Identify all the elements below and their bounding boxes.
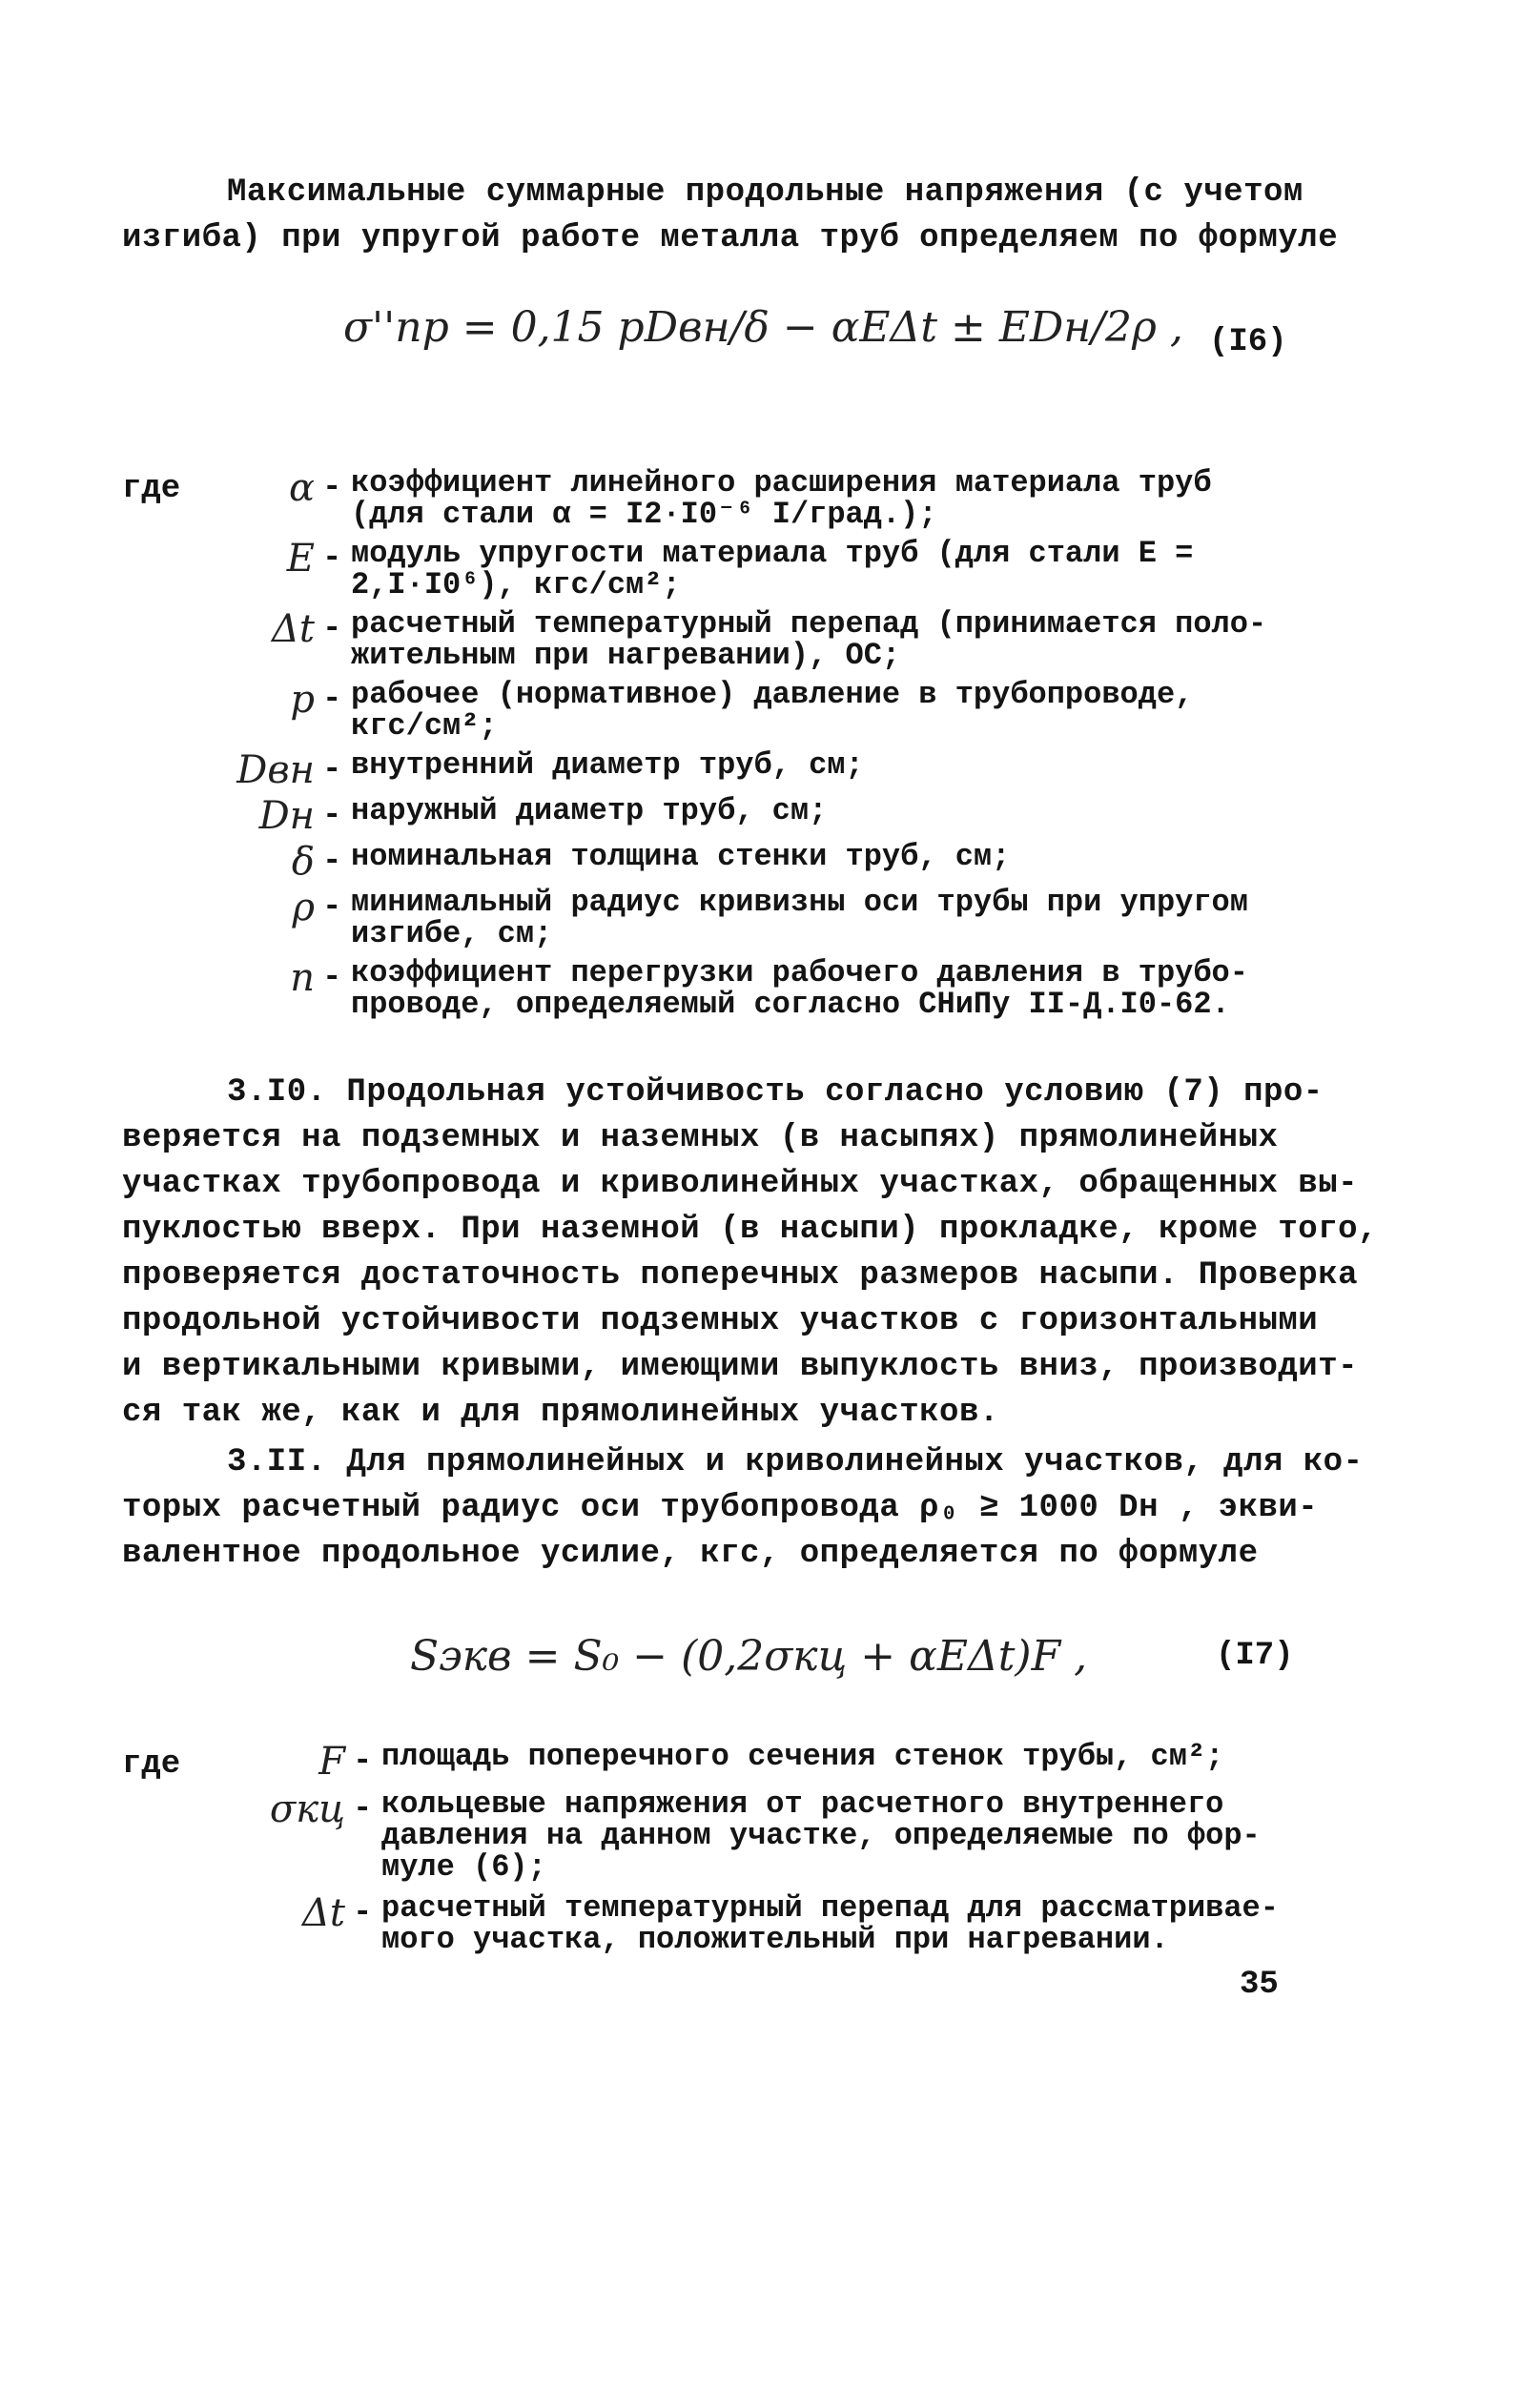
definition-rho: ρ - минимальный радиус кривизны оси трубы при упругом изгибе, см; [219, 887, 1325, 949]
definition-text: жительным при нагревании), ОС; [351, 638, 901, 673]
text-line: и вертикальными кривыми, имеющими выпуклость вниз, производит- [122, 1349, 1359, 1385]
symbol-alpha: α [288, 466, 315, 510]
symbol-e: E [286, 537, 315, 581]
text-line: 3.I0. Продольная устойчивость согласно условию (7) про- [227, 1074, 1324, 1111]
definition-delta: δ - номинальная толщина стенки труб, см; [219, 841, 1325, 883]
page-number: 35 [1240, 1967, 1279, 2003]
symbol-p: p [290, 678, 315, 722]
definition-text: изгибе, см; [351, 916, 553, 951]
text-line: валентное продольное усилие, кгс, определяется по формуле [122, 1536, 1259, 1572]
text-line: продольной устойчивости подземных участков с горизонтальными [122, 1303, 1319, 1339]
text-line: веряется на подземных и наземных (в насыпях) прямолинейных [122, 1120, 1279, 1156]
text-line: ся так же, как и для прямолинейных участков. [122, 1395, 999, 1431]
definition-text: площадь поперечного сечения стенок трубы, см²; [381, 1739, 1224, 1774]
formula-17-number: (I7) [1216, 1638, 1294, 1674]
definition-text: наружный диаметр труб, см; [351, 793, 828, 828]
symbol-delta-t: Δt [302, 1891, 345, 1935]
symbol-delta-t: Δt [272, 607, 315, 651]
symbol-delta: δ [291, 840, 315, 884]
definition-alpha: α - коэффициент линейного расширения материала труб (для стали α = I2·I0⁻⁶ I/град.); [219, 467, 1325, 530]
text-line: Максимальные суммарные продольные напряжения (с учетом [227, 174, 1303, 211]
definition-text: давления на данном участке, определяемые по фор- [381, 1818, 1261, 1853]
definition-sigma-kc: σкц - кольцевые напряжения от расчетного внутреннего давления на данном участке, определяемые по фор- муле (6); [250, 1788, 1327, 1883]
symbol-d-outer: Dн [258, 794, 315, 838]
definition-text: кгс/см²; [351, 708, 498, 744]
definition-text: (для стали α = I2·I0⁻⁶ I/град.); [351, 497, 937, 532]
definition-d-outer: Dн - наружный диаметр труб, см; [219, 795, 1325, 837]
symbol-d-inner: Dвн [236, 748, 315, 792]
text-line: участках трубопровода и криволинейных участках, обращенных вы- [122, 1166, 1359, 1202]
where-label: где [122, 471, 181, 507]
paragraph-3-10 [122, 1070, 1378, 1436]
text-line: пуклостью вверх. При наземной (в насыпи) прокладке, кроме того, [122, 1212, 1378, 1248]
definition-e: E - модуль упругости материала труб (для стали E = 2,I·I0⁶), кгс/см²; [219, 538, 1325, 601]
definition-text: проводе, определяемый согласно СНиПу II-Д.I0-62. [351, 987, 1230, 1022]
text-line: 3.II. Для прямолинейных и криволинейных участков, для ко- [227, 1444, 1364, 1480]
definition-delta-t-2: Δt - расчетный температурный перепад для рассматривае- мого участка, положительный при нагревании. [250, 1892, 1327, 1955]
definition-text: коэффициент линейного расширения материала труб [351, 465, 1212, 500]
symbol-n: n [290, 956, 315, 1000]
definition-p: p - рабочее (нормативное) давление в трубопроводе, кгс/см²; [219, 679, 1325, 742]
text-line: проверяется достаточность поперечных размеров насыпи. Проверка [122, 1257, 1359, 1294]
definition-text: минимальный радиус кривизны оси трубы при упругом [351, 885, 1248, 920]
definition-text: кольцевые напряжения от расчетного внутреннего [381, 1786, 1224, 1822]
definition-text: рабочее (нормативное) давление в трубопроводе, [351, 677, 1194, 712]
formula-16: σ''пр = 0,15 pDвн/δ − αEΔt ± EDн/2ρ , [343, 303, 1183, 352]
definition-text: мого участка, положительный при нагревании. [381, 1922, 1169, 1957]
text-line: торых расчетный радиус оси трубопровода ρ₀ ≥ 1000 Dн , экви- [122, 1490, 1319, 1526]
formula-16-number: (I6) [1209, 324, 1287, 360]
definition-text: модуль упругости материала труб (для стали E = [351, 536, 1194, 571]
definition-d-inner: Dвн - внутренний диаметр труб, см; [219, 749, 1325, 791]
intro-paragraph [122, 170, 1339, 261]
definitions-formula-16 [219, 467, 1325, 1020]
text-line: изгиба) при упругой работе металла труб определяем по формуле [122, 220, 1339, 256]
definition-text: номинальная толщина стенки труб, см; [351, 839, 1011, 874]
symbol-sigma-kc: σкц [269, 1787, 345, 1831]
definition-delta-t: Δt - расчетный температурный перепад (принимается поло- жительным при нагревании), ОС; [219, 608, 1325, 671]
definition-text: 2,I·I0⁶), кгс/см²; [351, 567, 681, 602]
symbol-f: F [318, 1740, 345, 1784]
definition-f: F - площадь поперечного сечения стенок трубы, см²; [250, 1741, 1327, 1783]
definition-text: муле (6); [381, 1849, 546, 1885]
formula-17: Sэкв = S₀ − (0,2σкц + αEΔt)F , [410, 1632, 1088, 1681]
definition-text: расчетный температурный перепад (принимается поло- [351, 606, 1267, 642]
symbol-rho: ρ [292, 886, 315, 929]
definition-text: внутренний диаметр труб, см; [351, 747, 864, 783]
where-label: где [122, 1746, 181, 1783]
definition-n: n - коэффициент перегрузки рабочего давления в трубо- проводе, определяемый согласно СНиПу II-Д.I0-62. [219, 957, 1325, 1020]
paragraph-3-11 [122, 1439, 1364, 1577]
definition-text: коэффициент перегрузки рабочего давления в трубо- [351, 955, 1248, 990]
definitions-formula-17 [250, 1741, 1327, 1955]
definition-text: расчетный температурный перепад для рассматривае- [381, 1890, 1279, 1926]
